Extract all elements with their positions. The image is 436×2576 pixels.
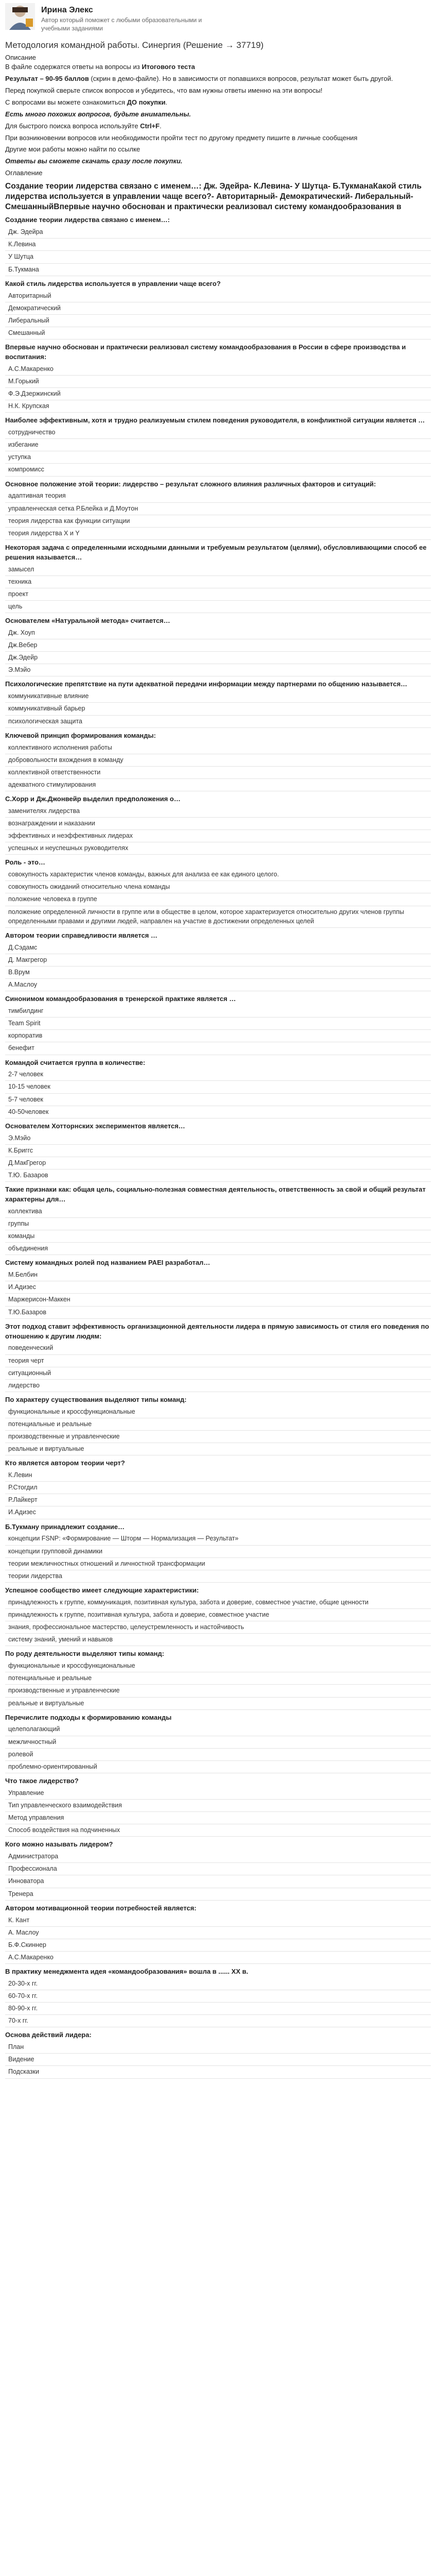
- answer-option: К.Левина: [5, 239, 431, 251]
- answer-option: Администратора: [5, 1851, 431, 1863]
- toc-heading: Создание теории лидерства связано с именем…: Дж. Эдейра- К.Левина- У Шутца- Б.ТукманаКакой стиль лидерства используется в управлении чаще всего?- Авторитарный- Демократический- Либеральный- СмешанныйВпервые научно обоснован и практически реализовал систему командообразования в: [5, 181, 422, 212]
- answer-option: Р.Лайкерт: [5, 1494, 431, 1506]
- answer-option: поведенческий: [5, 1342, 431, 1354]
- answer-option: Способ воздействия на подчиненных: [5, 1824, 431, 1837]
- answer-option: Н.К. Крупская: [5, 400, 431, 413]
- answer-option: А. Маслоу: [5, 1927, 431, 1939]
- answer-option: М.Горький: [5, 376, 431, 388]
- work-title: Методология командной работы. Синергия (Решение → 37719): [5, 40, 264, 50]
- answer-option: А.С.Макаренко: [5, 363, 431, 376]
- answer-option: 2-7 человек: [5, 1069, 431, 1081]
- answer-option: бенефит: [5, 1042, 431, 1055]
- answer-option: 20-30-х гг.: [5, 1978, 431, 1990]
- answer-option: Дж.Вебер: [5, 639, 431, 652]
- answer-option: эффективных и неэффективных лидерах: [5, 830, 431, 842]
- answer-option: коллективного исполнения работы: [5, 742, 431, 754]
- intro-paragraph: Результат – 90-95 баллов (скрин в демо-файле). Но в зависимости от попавшихся вопросов, результат может быть другой.: [5, 75, 393, 83]
- answer-option: Т.Ю.Базаров: [5, 1307, 431, 1319]
- author-name[interactable]: Ирина Элекс: [41, 6, 93, 14]
- answer-option: управленческая сетка Р.Блейка и Д.Моутон: [5, 503, 431, 515]
- answer-option: Подсказки: [5, 2066, 431, 2078]
- answer-option: вознаграждении и наказании: [5, 818, 431, 830]
- question-text: Синонимом командообразования в тренерской практике является …: [5, 995, 236, 1003]
- answer-option: корпоратив: [5, 1030, 431, 1042]
- answer-option: План: [5, 2041, 431, 2054]
- answer-option: успешных и неуспешных руководителях: [5, 842, 431, 855]
- answer-option: систему знаний, умений и навыков: [5, 1634, 431, 1646]
- answer-option: команды: [5, 1230, 431, 1243]
- question-text: В практику менеджмента идея «командообразования» вошла в ...... ХХ в.: [5, 1968, 249, 1975]
- intro-paragraph: Есть много похожих вопросов, будьте внимательны.: [5, 110, 191, 118]
- answer-option: заменителях лидерства: [5, 805, 431, 818]
- answer-option: Авторитарный: [5, 290, 431, 302]
- question-text: Успешное сообщество имеет следующие характеристики:: [5, 1586, 199, 1594]
- answer-option: Управление: [5, 1787, 431, 1800]
- question-text: Основателем «Натуральной метода» считается…: [5, 617, 170, 625]
- answer-option: Э.Мэйо: [5, 1132, 431, 1145]
- answer-option: цель: [5, 601, 431, 613]
- answer-option: группы: [5, 1218, 431, 1230]
- answer-option: проблемно-ориентированный: [5, 1761, 431, 1773]
- question-text: Автором мотивационной теории потребностей является:: [5, 1904, 197, 1912]
- answer-option: коммуникативный барьер: [5, 703, 431, 715]
- answer-option: теория лидерства как функции ситуации: [5, 515, 431, 528]
- question-text: Создание теории лидерства связано с именем…:: [5, 216, 170, 224]
- answer-option: коллектива: [5, 1206, 431, 1218]
- answer-option: Р.Стогдил: [5, 1482, 431, 1494]
- intro-paragraph: Для быстрого поиска вопроса используйте Ctrl+F.: [5, 122, 162, 130]
- answer-option: сотрудничество: [5, 427, 431, 439]
- question-text: С.Хорр и Дж.Джонвейр выделил предположения о…: [5, 795, 181, 803]
- answer-option: производственные и управленческие: [5, 1685, 431, 1697]
- answer-option: К. Кант: [5, 1914, 431, 1927]
- answer-option: Д.МакГрегор: [5, 1157, 431, 1170]
- answer-option: Team Spirit: [5, 1018, 431, 1030]
- answer-option: адаптивная теория: [5, 490, 431, 502]
- question-text: Некоторая задача с определенными исходными данными и требуемым результатом (целями), обусловливающими способ ее решения называется…: [5, 543, 427, 561]
- question-text: Роль - это…: [5, 858, 45, 867]
- answer-option: 10-15 человек: [5, 1081, 431, 1093]
- question-text: Основа действий лидера:: [5, 2031, 92, 2039]
- question-text: Ключевой принцип формирования команды:: [5, 731, 156, 739]
- answer-option: теория лидерства X и Y: [5, 528, 431, 540]
- intro-paragraph: Ответы вы сможете скачать сразу после покупки.: [5, 157, 183, 165]
- intro-paragraph: Оглавление: [5, 169, 43, 177]
- intro-paragraph: Перед покупкой сверьте список вопросов и убедитесь, что вам нужны ответы именно на эти вопросы!: [5, 87, 323, 95]
- question-text: Кто является автором теории черт?: [5, 1459, 125, 1467]
- answer-option: реальные и виртуальные: [5, 1698, 431, 1710]
- author-info: [41, 3, 206, 33]
- answer-option: функциональные и кроссфункциональные: [5, 1660, 431, 1672]
- answer-option: Э.Мэйо: [5, 664, 431, 676]
- answer-option: И.Адизес: [5, 1281, 431, 1294]
- intro-paragraph: Другие мои работы можно найти по ссылке: [5, 145, 141, 154]
- answer-option: Ф.Э.Дзержинский: [5, 388, 431, 400]
- answer-option: функциональные и кроссфункциональные: [5, 1406, 431, 1418]
- answer-option: положение определенной личности в группе или в обществе в целом, которое характеризуется относительно других членов группы определенными правами и другими людей, направлен на участие в достижении определенных целей: [5, 906, 431, 928]
- question-text: Кого можно называть лидером?: [5, 1840, 113, 1849]
- answer-option: потенциальные и реальные: [5, 1672, 431, 1685]
- questions-list: [5, 215, 431, 2078]
- answer-option: Тип управленческого взаимодействия: [5, 1800, 431, 1812]
- avatar-icon[interactable]: [5, 3, 35, 30]
- question-text: Перечислите подходы к формированию команды: [5, 1713, 172, 1721]
- answer-option: добровольности вхождения в команду: [5, 754, 431, 767]
- question-text: Такие признаки как: общая цель, социально-полезная совместная деятельность, ответственность за свой и общий результат характерны для…: [5, 1185, 426, 1204]
- question-text: Б.Тукману принадлежит создание…: [5, 1522, 125, 1531]
- answer-option: лидерство: [5, 1380, 431, 1392]
- answer-option: Видение: [5, 2054, 431, 2066]
- answer-option: Тренера: [5, 1888, 431, 1901]
- answer-option: ролевой: [5, 1749, 431, 1761]
- answer-option: теория черт: [5, 1355, 431, 1367]
- intro-paragraph: С вопросами вы можете ознакомиться ДО покупки.: [5, 98, 168, 107]
- answer-option: А.С.Макаренко: [5, 1952, 431, 1964]
- answer-option: Смешанный: [5, 327, 431, 340]
- answer-option: 60-70-х гг.: [5, 1990, 431, 2003]
- answer-option: Д. Макгрегор: [5, 954, 431, 967]
- answer-option: принадлежность к группе, позитивная культура, забота и доверие, совместное участие: [5, 1609, 431, 1621]
- answer-option: Б.Ф.Скиннер: [5, 1939, 431, 1952]
- answer-option: избегание: [5, 439, 431, 451]
- answer-option: теории лидерства: [5, 1570, 431, 1583]
- answer-option: объединения: [5, 1243, 431, 1255]
- question-text: Основателем Хотторнских экспериментов является…: [5, 1122, 185, 1130]
- answer-option: тимбилдинг: [5, 1005, 431, 1018]
- answer-option: положение человека в группе: [5, 893, 431, 906]
- question-text: Какой стиль лидерства используется в управлении чаще всего?: [5, 279, 221, 287]
- answer-option: замысел: [5, 564, 431, 576]
- question-text: Основное положение этой теории: лидерство – результат сложного влияния различных факторов и ситуаций:: [5, 480, 376, 488]
- author-description: Автор который поможет с любыми образовательными и учебными заданиями: [41, 16, 202, 32]
- answer-option: Дж. Эдейра: [5, 226, 431, 239]
- answer-option: К.Бриггс: [5, 1145, 431, 1157]
- answer-option: теории межличностных отношений и личностной трансформации: [5, 1558, 431, 1570]
- answer-option: 70-х гг.: [5, 2015, 431, 2027]
- answer-option: совокупность ожиданий относительно члена команды: [5, 881, 431, 893]
- description-label: Описание: [5, 53, 36, 61]
- answer-option: К.Левин: [5, 1469, 431, 1482]
- answer-option: уступка: [5, 451, 431, 464]
- question-text: По характеру существования выделяют типы команд:: [5, 1395, 187, 1403]
- answer-option: компромисс: [5, 464, 431, 476]
- answer-option: А.Маслоу: [5, 979, 431, 991]
- question-text: Автором теории справедливости является …: [5, 931, 158, 939]
- answer-option: межличностный: [5, 1736, 431, 1749]
- answer-option: Метод управления: [5, 1812, 431, 1824]
- question-text: Впервые научно обоснован и практически реализовал систему командообразования в России в сфере производства и воспитания:: [5, 343, 406, 361]
- answer-option: Дж.Эдейр: [5, 652, 431, 664]
- answer-option: Дж. Хоуп: [5, 627, 431, 639]
- question-text: Психологические препятствие на пути адекватной передачи информации между партнерами по общению называется…: [5, 680, 408, 688]
- answer-option: ситуационный: [5, 1367, 431, 1380]
- answer-option: У Шутца: [5, 251, 431, 263]
- answer-option: принадлежность к группе, коммуникация, позитивная культура, забота и доверие, совместное участие, общие ценности: [5, 1597, 431, 1609]
- answer-option: Демократический: [5, 302, 431, 315]
- answer-option: Либеральный: [5, 315, 431, 327]
- answer-option: целеполагающий: [5, 1723, 431, 1736]
- question-text: Наиболее эффективным, хотя и трудно реализуемым стилем поведения руководителя, в конфликтной ситуации является …: [5, 416, 425, 425]
- question-text: По роду деятельности выделяют типы команд:: [5, 1650, 164, 1658]
- answer-option: техника: [5, 576, 431, 588]
- answer-option: психологическая защита: [5, 716, 431, 728]
- question-text: Этот подход ставит эффективность организационной деятельности лидера в прямую зависимость от стиля его поведения по отношению к другим людям:: [5, 1322, 429, 1340]
- answer-option: Инноватора: [5, 1875, 431, 1888]
- answer-option: производственные и управленческие: [5, 1431, 431, 1443]
- answer-option: Маржерисон-Маккен: [5, 1294, 431, 1306]
- answer-option: И.Адизес: [5, 1506, 431, 1519]
- answer-option: коммуникативные влияние: [5, 690, 431, 703]
- answer-option: М.Белбин: [5, 1269, 431, 1281]
- answer-option: Профессионала: [5, 1863, 431, 1875]
- answer-option: совокупность характеристик членов команды, важных для анализа ее как единого целого.: [5, 869, 431, 881]
- intro-paragraph: В файле содержатся ответы на вопросы из Итогового теста: [5, 63, 195, 71]
- answer-option: 40-50человек: [5, 1106, 431, 1118]
- intro-paragraph: При возникновении вопросов или необходимости пройти тест по другому предмету пишите в личные сообщения: [5, 133, 358, 142]
- answer-option: коллективной ответственности: [5, 767, 431, 779]
- answer-option: потенциальные и реальные: [5, 1418, 431, 1431]
- answer-option: знания, профессиональное мастерство, целеустремленность и настойчивость: [5, 1621, 431, 1634]
- answer-option: Т.Ю. Базаров: [5, 1170, 431, 1182]
- answer-option: концепции FSNP: «Формирование — Шторм — Нормализация — Результат»: [5, 1533, 431, 1545]
- answer-option: концепции групповой динамики: [5, 1546, 431, 1558]
- answer-option: Д.Сэдамс: [5, 942, 431, 954]
- answer-option: адекватного стимулирования: [5, 779, 431, 791]
- question-text: Систему командных ролей под названием PAEI разработал…: [5, 1259, 211, 1267]
- question-text: Что такое лидерство?: [5, 1776, 79, 1785]
- answer-option: Б.Тукмана: [5, 264, 431, 276]
- question-text: Командой считается группа в количестве:: [5, 1058, 146, 1066]
- answer-option: 80-90-х гг.: [5, 2003, 431, 2015]
- author-header: [5, 3, 431, 34]
- answer-option: В.Врум: [5, 967, 431, 979]
- answer-option: 5-7 человек: [5, 1094, 431, 1106]
- intro-section: [5, 62, 431, 178]
- answer-option: реальные и виртуальные: [5, 1443, 431, 1455]
- answer-option: проект: [5, 588, 431, 601]
